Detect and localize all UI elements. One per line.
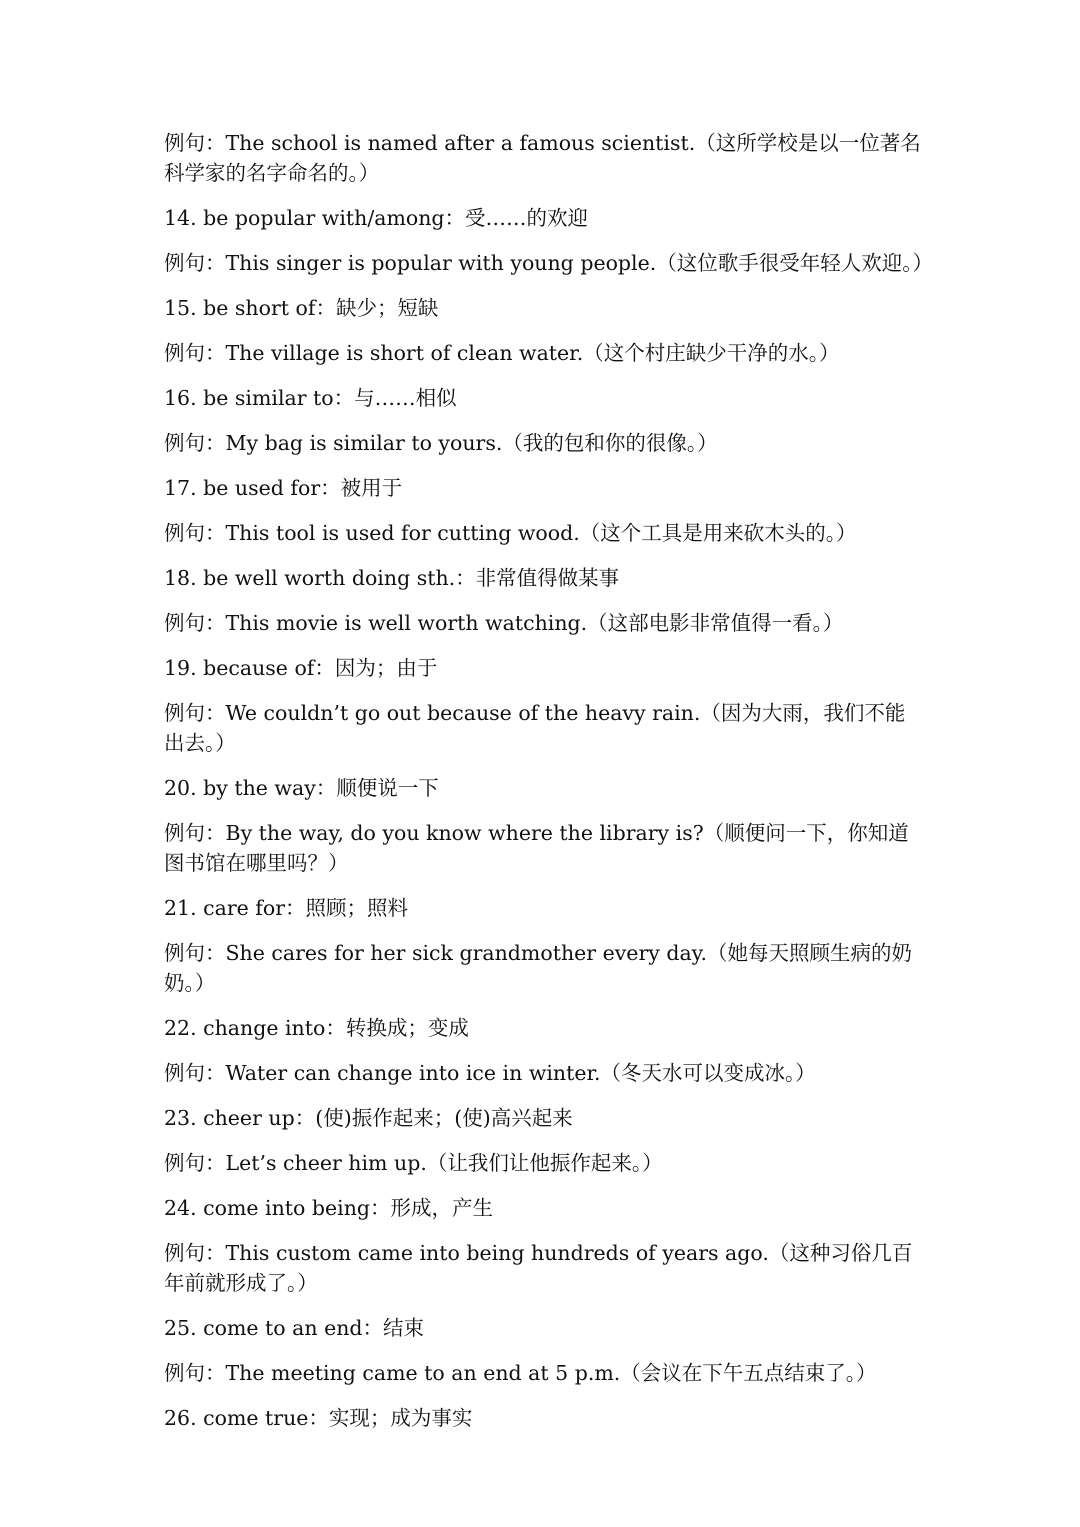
example-sentence: 例句：The meeting came to an end at 5 p.m.（会议在下午五点结束了。） (164, 1361, 877, 1385)
example-sentence: 例句：The school is named after a famous scientist.（这所学校是以一位著名科学家的名字命名的。） (164, 131, 921, 185)
example-sentence: 例句：Water can change into ice in winter.（冬天水可以变成冰。） (164, 1061, 816, 1085)
phrase-entry: 14. be popular with/among：受……的欢迎 (164, 206, 589, 230)
phrase-entry: 16. be similar to：与……相似 (164, 386, 457, 410)
example-sentence: 例句：We couldn’t go out because of the heavy rain.（因为大雨，我们不能出去。） (164, 701, 906, 755)
phrase-entry: 18. be well worth doing sth.：非常值得做某事 (164, 566, 620, 590)
phrase-entry: 24. come into being：形成，产生 (164, 1196, 494, 1220)
phrase-entry: 20. by the way：顺便说一下 (164, 776, 439, 800)
example-sentence: 例句：The village is short of clean water.（这个村庄缺少干净的水。） (164, 341, 840, 365)
example-sentence: 例句：This tool is used for cutting wood.（这个工具是用来砍木头的。） (164, 521, 857, 545)
phrase-entry: 25. come to an end：结束 (164, 1316, 425, 1340)
phrase-entry: 22. change into：转换成；变成 (164, 1016, 469, 1040)
phrase-entry: 17. be used for：被用于 (164, 476, 403, 500)
phrase-entry: 15. be short of：缺少；短缺 (164, 296, 439, 320)
phrase-entry: 26. come true：实现；成为事实 (164, 1406, 473, 1430)
example-sentence: 例句：My bag is similar to yours.（我的包和你的很像。） (164, 431, 718, 455)
example-sentence: 例句：This custom came into being hundreds of years ago.（这种习俗几百年前就形成了。） (164, 1241, 913, 1295)
phrase-entry: 19. because of：因为；由于 (164, 656, 438, 680)
example-sentence: 例句：Let’s cheer him up.（让我们让他振作起来。） (164, 1151, 663, 1175)
document-page (164, 128, 933, 1448)
example-sentence: 例句：This movie is well worth watching.（这部电影非常值得一看。） (164, 611, 844, 635)
example-sentence: 例句：This singer is popular with young people.（这位歌手很受年轻人欢迎。） (164, 251, 933, 275)
phrase-entry: 21. care for：照顾；照料 (164, 896, 408, 920)
example-sentence: 例句：She cares for her sick grandmother every day.（她每天照顾生病的奶奶。） (164, 941, 913, 995)
example-sentence: 例句：By the way, do you know where the library is?（顺便问一下，你知道图书馆在哪里吗？） (164, 821, 909, 875)
phrase-entry: 23. cheer up：(使)振作起来；(使)高兴起来 (164, 1106, 573, 1130)
